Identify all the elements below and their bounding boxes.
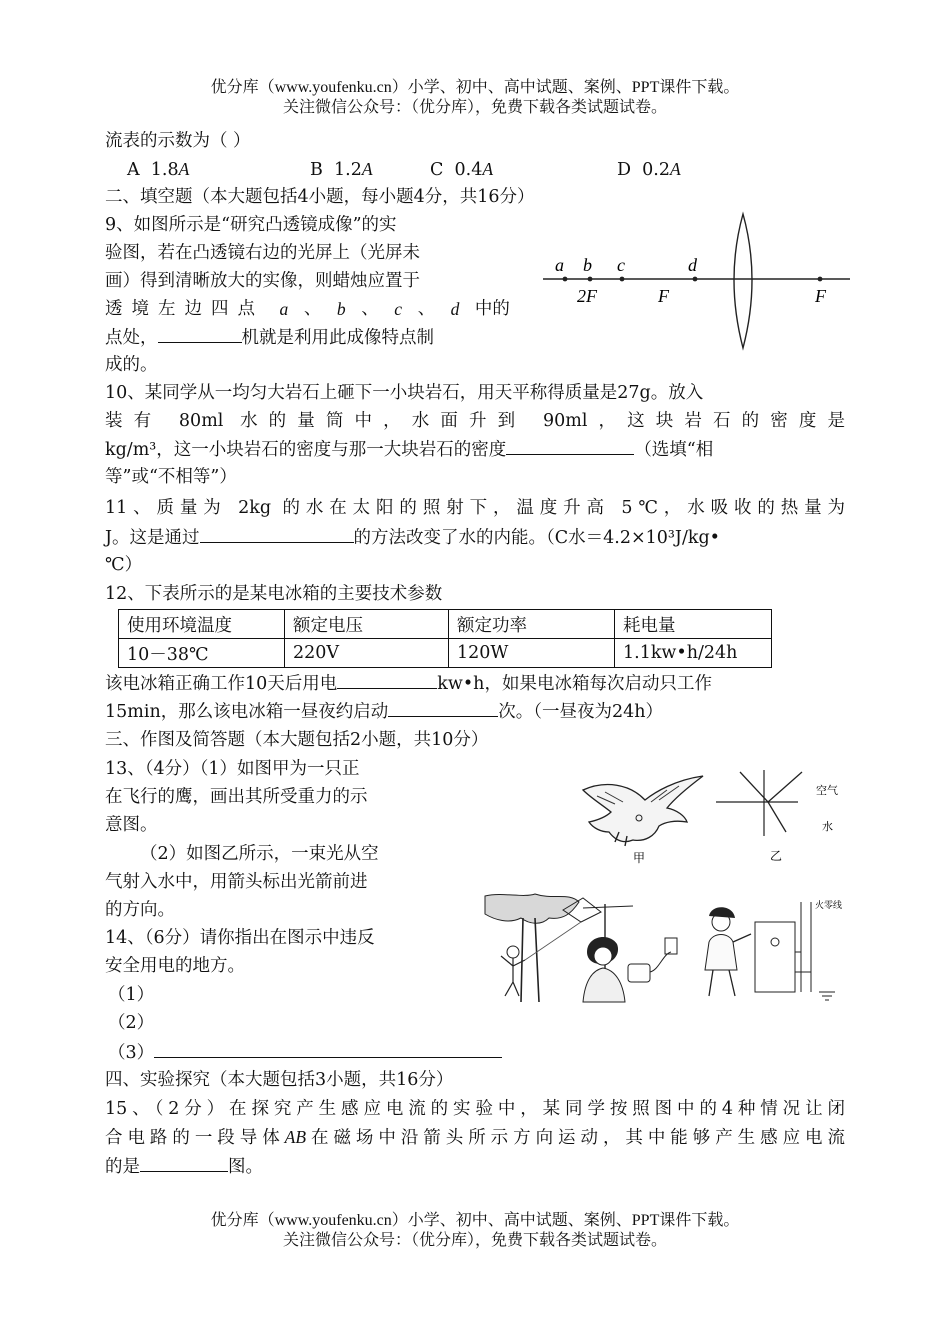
q8-option-d: D 0.2A (617, 159, 681, 180)
kite-string (525, 922, 581, 960)
table-cell: 1.1kw•h/24h (615, 639, 772, 668)
q10-line2: 装有 80ml 水的量筒中，水面升到 90ml，这块岩石的密度是 (105, 411, 845, 431)
label-air: 空气 (816, 784, 838, 797)
wall-socket (665, 938, 677, 954)
label-point-b: b (583, 255, 592, 275)
q14-line2: 安全用电的地方。 (105, 956, 245, 976)
board-connections (795, 952, 811, 972)
woman-face (594, 947, 612, 965)
section4-title: 四、实验探究（本大题包括3小题，共16分） (105, 1070, 454, 1090)
q13-line5: 气射入水中，用箭头标出光箭前进 (105, 872, 368, 892)
refracted-ray (768, 802, 786, 832)
q13-line2: 在飞行的鹰，画出其所受重力的示 (105, 787, 368, 807)
girl-hair (709, 907, 735, 918)
q11-line2: J。这是通过 的方法改变了水的内能。（C水＝4.2×10³J/kg• (105, 524, 720, 551)
switch-board (755, 922, 795, 992)
q14-line1: 14、（6分）请你指出在图示中违反 (105, 928, 375, 948)
q15-blank[interactable] (140, 1153, 228, 1172)
q9-line1: 9、如图所示是“研究凸透镜成像”的实 (105, 215, 397, 235)
fridge-spec-table (118, 609, 772, 668)
q11-blank[interactable] (200, 524, 354, 543)
label-jia: 甲 (633, 851, 646, 865)
q11-line1: 11、质量为 2kg 的水在太阳的照射下，温度升高 5℃，水吸收的热量为 (105, 498, 845, 518)
q10-blank[interactable] (506, 436, 634, 455)
q10-line3: kg/m³，这一小块岩石的密度与那一大块岩石的密度 （选填“相 (105, 436, 713, 463)
table-header-cell: 额定功率 (449, 610, 615, 639)
lens-shape (734, 214, 752, 348)
girl-legs (709, 970, 735, 996)
q8-option-b: B 1.2A (310, 159, 373, 180)
label-point-c: c (617, 255, 625, 275)
table-header-cell: 使用环境温度 (119, 610, 285, 639)
table-cell: 10－38℃ (119, 639, 285, 668)
q11-line3: ℃） (105, 555, 143, 575)
page-header-line2: 关注微信公众号：（优分库），免费下载各类试题试卷。 (282, 99, 667, 116)
switch-knob (771, 938, 779, 946)
q10-line4: 等”或“不相等”） (105, 467, 237, 487)
q12-blank-starts[interactable] (388, 698, 498, 717)
page-footer-line1: 优分库（www.youfenku.cn）小学、初中、高中试题、案例、PPT课件下载。 (210, 1212, 740, 1229)
table-cell: 120W (449, 639, 615, 668)
q14-blank-3[interactable] (154, 1039, 502, 1058)
ground-symbol (819, 992, 835, 1000)
power-line (583, 906, 633, 908)
table-header-cell: 额定电压 (285, 610, 449, 639)
q9-line6: 成的。 (105, 355, 158, 375)
electrical-safety-figure (483, 892, 843, 1007)
q12-blank-energy[interactable] (337, 670, 437, 689)
q14-answer-3: （3） (108, 1039, 502, 1066)
label-water: 水 (822, 820, 833, 833)
child-head (507, 946, 519, 958)
table-header-row (119, 610, 772, 639)
q15-line1: 15、（2分）在探究产生感应电流的实验中，某同学按照图中的4种情况让闭 (105, 1099, 845, 1119)
q12-intro: 12、下表所示的是某电冰箱的主要技术参数 (105, 584, 443, 604)
q8-continuation: 流表的示数为（ ） (105, 131, 251, 151)
q15-line3: 的是 图。 (105, 1153, 263, 1180)
girl-arm (733, 934, 751, 942)
convex-lens-diagram (535, 210, 855, 355)
label-live-neutral: 火零线 (815, 901, 843, 911)
label-f-left: F (658, 286, 669, 306)
q10-line1: 10、某同学从一均匀大岩石上砸下一小块岩石，用天平称得质量是27g。放入 (105, 383, 704, 403)
q9-line2: 验图，若在凸透镜右边的光屏上（光屏未 (105, 243, 420, 263)
q12-line2: 15min，那么该电冰箱一昼夜约启动 次。（一昼夜为24h） (105, 698, 663, 725)
q8-option-a: A 1.8A (127, 159, 190, 180)
section3-title: 三、作图及简答题（本大题包括2小题，共10分） (105, 730, 489, 750)
q13-line6: 的方向。 (105, 900, 175, 920)
reflected-ray (768, 772, 802, 802)
q15-line2: 合电路的一段导体AB在磁场中沿箭头所示方向运动，其中能够产生感应电流 (105, 1127, 846, 1148)
eagle-body (583, 776, 703, 842)
q8-option-c: C 0.4A (430, 159, 494, 180)
point-a-dot (563, 277, 568, 282)
q13-line1: 13、（4分）（1）如图甲为一只正 (105, 759, 360, 779)
table-header-cell: 耗电量 (615, 610, 772, 639)
label-2f: 2F (577, 286, 597, 306)
q13-line4: （2）如图乙所示，一束光从空 (140, 844, 379, 864)
appliance-cord (650, 952, 671, 972)
q13-line3: 意图。 (105, 815, 158, 835)
focus-right-dot (818, 277, 823, 282)
woman-body (583, 968, 625, 1002)
light-refraction-figure (712, 766, 862, 866)
q9-blank[interactable] (158, 324, 242, 343)
q9-line3: 画）得到清晰放大的实像，则蜡烛应置于 (105, 271, 420, 291)
q9-line5: 点处， 机就是利用此成像特点制 (105, 324, 434, 351)
point-d-dot (693, 277, 698, 282)
q14-answer-2: （2） (108, 1013, 155, 1033)
q12-line1: 该电冰箱正确工作10天后用电 kw•h，如果电冰箱每次启动只工作 (105, 670, 712, 697)
point-b-dot (588, 277, 593, 282)
q9-line4: 透境左边四点 a 、 b 、 c 、 d 中的 (105, 299, 510, 319)
table-cell: 220V (285, 639, 449, 668)
appliance (628, 964, 650, 982)
page-footer-line2: 关注微信公众号：（优分库），免费下载各类试题试卷。 (282, 1232, 667, 1249)
section2-title: 二、填空题（本大题包括4小题，每小题4分，共16分） (105, 187, 535, 207)
label-point-d: d (688, 255, 697, 275)
point-c-dot (620, 277, 625, 282)
label-point-a: a (555, 255, 564, 275)
eagle-figure (575, 770, 715, 870)
table-row (119, 639, 772, 668)
label-f-right: F (815, 286, 826, 306)
page-header-line1: 优分库（www.youfenku.cn）小学、初中、高中试题、案例、PPT课件下载。 (210, 79, 740, 96)
girl-dress (705, 935, 737, 971)
q14-answer-1: （1） (108, 985, 155, 1005)
label-yi: 乙 (770, 849, 783, 863)
